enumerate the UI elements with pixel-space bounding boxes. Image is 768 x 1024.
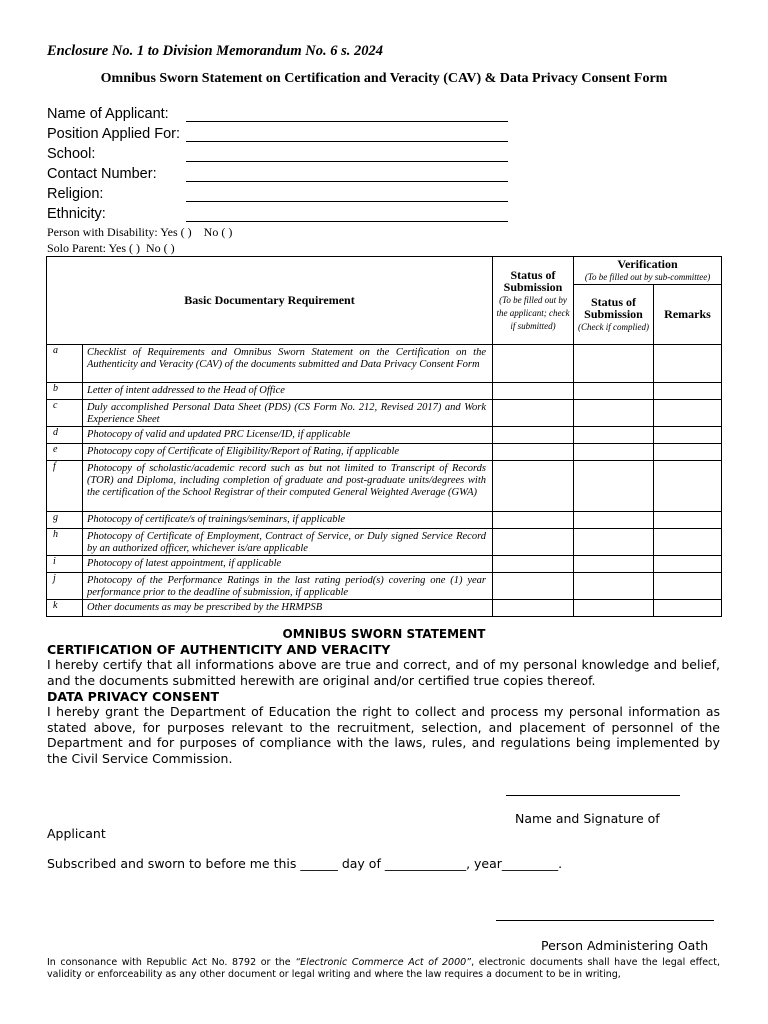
row-requirement: Photocopy of the Performance Ratings in the last rating period(s) covering one (1) year performance prior to the deadline of submission, if applicable (83, 573, 493, 600)
ver-status-cell[interactable] (574, 573, 654, 600)
cav-text: I hereby certify that all informations above are true and correct, and of my personal knowledge and belief, and the documents submitted herewith are original and/or certified true copies thereof. (47, 657, 720, 688)
row-requirement: Photocopy of valid and updated PRC License/ID, if applicable (83, 427, 493, 444)
position-applied-field[interactable] (186, 127, 508, 142)
remarks-cell[interactable] (654, 600, 722, 617)
ver-status-cell[interactable] (574, 461, 654, 512)
table-row (47, 461, 722, 512)
row-letter: c (47, 400, 83, 427)
table-row (47, 345, 722, 383)
status-cell[interactable] (493, 345, 574, 383)
remarks-header: Remarks (654, 285, 722, 345)
status-cell[interactable] (493, 427, 574, 444)
privacy-title: DATA PRIVACY CONSENT (47, 689, 219, 704)
applicant-label: Applicant (47, 826, 106, 841)
row-requirement: Photocopy of Certificate of Employment, Contract of Service, or Duly signed Service Record by an authorized officer, whichever is/are applicable (83, 529, 493, 556)
row-requirement: Photocopy of scholastic/academic record such as but not limited to Transcript of Records (TOR) and Diploma, including completion of graduate and post-graduate units/degrees with the certification of the School Registrar of their computed General Weighted Average (GWA) (83, 461, 493, 512)
status-cell[interactable] (493, 556, 574, 573)
row-requirement: Duly accomplished Personal Data Sheet (PDS) (CS Form No. 212, Revised 2017) and Work Experience Sheet (83, 400, 493, 427)
footer-text-after: , electronic documents shall have the legal effect, validity or enforceability as any other document or legal writing and where the law requires a document to be in writing, (47, 957, 721, 980)
status-cell[interactable] (493, 444, 574, 461)
row-letter: e (47, 444, 83, 461)
row-letter: f (47, 461, 83, 512)
religion-label: Religion: (47, 186, 104, 202)
row-requirement: Photocopy copy of Certificate of Eligibility/Report of Rating, if applicable (83, 444, 493, 461)
ver-status-cell[interactable] (574, 529, 654, 556)
table-row (47, 383, 722, 400)
row-requirement: Other documents as may be prescribed by the HRMPSB (83, 600, 493, 617)
footer-act-name: “Electronic Commerce Act of 2000” (295, 957, 472, 968)
name-of-applicant-field[interactable] (186, 107, 508, 122)
contact-number-field[interactable] (186, 167, 508, 182)
subscribed-statement: Subscribed and sworn to before me this ______ day of _____________, year_________. (47, 856, 563, 871)
row-letter: g (47, 512, 83, 529)
table-row (47, 556, 722, 573)
row-letter: j (47, 573, 83, 600)
row-requirement: Checklist of Requirements and Omnibus Sworn Statement on the Certification on the Authenticity and Veracity (CAV) of the documents submitted and Data Privacy Consent Form (83, 345, 493, 383)
status-cell[interactable] (493, 512, 574, 529)
remarks-cell[interactable] (654, 427, 722, 444)
row-letter: d (47, 427, 83, 444)
table-row (47, 400, 722, 427)
status-cell[interactable] (493, 400, 574, 427)
row-letter: h (47, 529, 83, 556)
ethnicity-label: Ethnicity: (47, 206, 106, 222)
verification-header-label: Verification (617, 257, 678, 271)
table-row (47, 573, 722, 600)
ver-status-cell[interactable] (574, 345, 654, 383)
table-row (47, 529, 722, 556)
remarks-cell[interactable] (654, 461, 722, 512)
name-of-applicant-label: Name of Applicant: (47, 106, 169, 122)
status-cell[interactable] (493, 461, 574, 512)
table-row (47, 512, 722, 529)
row-requirement: Photocopy of latest appointment, if applicable (83, 556, 493, 573)
verification-header-note: (To be filled out by sub-committee) (584, 272, 711, 282)
row-letter: i (47, 556, 83, 573)
requirement-header: Basic Documentary Requirement (47, 257, 493, 345)
applicant-signature-line[interactable] (506, 795, 680, 796)
ver-status-cell[interactable] (574, 556, 654, 573)
ver-status-cell[interactable] (574, 600, 654, 617)
status-header-label: Status of Submission (503, 268, 563, 294)
row-requirement: Photocopy of certificate/s of trainings/seminars, if applicable (83, 512, 493, 529)
position-applied-label: Position Applied For: (47, 126, 180, 142)
pwd-line[interactable]: Person with Disability: Yes ( ) No ( ) (47, 225, 233, 239)
remarks-cell[interactable] (654, 573, 722, 600)
school-label: School: (47, 146, 96, 162)
ver-status-cell[interactable] (574, 512, 654, 529)
status-cell[interactable] (493, 383, 574, 400)
form-title: Omnibus Sworn Statement on Certification and Veracity (CAV) & Data Privacy Consent Form (100, 71, 668, 86)
footer-note (47, 957, 720, 981)
school-field[interactable] (186, 147, 508, 162)
contact-number-label: Contact Number: (47, 166, 157, 182)
verification-header (574, 257, 722, 285)
status-cell[interactable] (493, 573, 574, 600)
requirements-table (46, 256, 722, 617)
remarks-cell[interactable] (654, 400, 722, 427)
remarks-cell[interactable] (654, 383, 722, 400)
name-signature-label: Name and Signature of (515, 811, 660, 826)
ethnicity-field[interactable] (186, 207, 508, 222)
privacy-text: I hereby grant the Department of Education the right to collect and process my personal information as stated above, for purposes relevant to the recruitment, selection, and placement of personnel of the Department and for purposes of compliance with the laws, rules, and regulations being implemented by the Civil Service Commission. (47, 704, 720, 766)
row-letter: b (47, 383, 83, 400)
remarks-cell[interactable] (654, 444, 722, 461)
oath-title: OMNIBUS SWORN STATEMENT (282, 627, 486, 641)
religion-field[interactable] (186, 187, 508, 202)
table-row (47, 444, 722, 461)
remarks-cell[interactable] (654, 512, 722, 529)
administering-signature-line[interactable] (496, 920, 714, 921)
row-letter: k (47, 600, 83, 617)
remarks-cell[interactable] (654, 556, 722, 573)
table-row (47, 427, 722, 444)
ver-status-header-note: (Check if complied) (578, 322, 649, 332)
ver-status-cell[interactable] (574, 383, 654, 400)
status-header (493, 257, 574, 345)
row-letter: a (47, 345, 83, 383)
status-cell[interactable] (493, 529, 574, 556)
ver-status-cell[interactable] (574, 444, 654, 461)
table-row (47, 600, 722, 617)
ver-status-cell[interactable] (574, 400, 654, 427)
administering-label: Person Administering Oath (541, 938, 709, 953)
footer-text-before: In consonance with Republic Act No. 8792 or the (47, 957, 296, 968)
remarks-cell[interactable] (654, 529, 722, 556)
remarks-cell[interactable] (654, 345, 722, 383)
status-header-note: (To be filled out by the applicant; check if submitted) (496, 295, 570, 331)
status-cell[interactable] (493, 600, 574, 617)
cav-title: CERTIFICATION OF AUTHENTICITY AND VERACITY (47, 642, 391, 657)
ver-status-header (574, 285, 654, 345)
ver-status-cell[interactable] (574, 427, 654, 444)
ver-status-header-label: Status of Submission (584, 295, 643, 321)
solo-parent-line[interactable]: Solo Parent: Yes ( ) No ( ) (47, 241, 175, 255)
row-requirement: Letter of intent addressed to the Head of Office (83, 383, 493, 400)
enclosure-heading: Enclosure No. 1 to Division Memorandum No. 6 s. 2024 (47, 43, 383, 59)
